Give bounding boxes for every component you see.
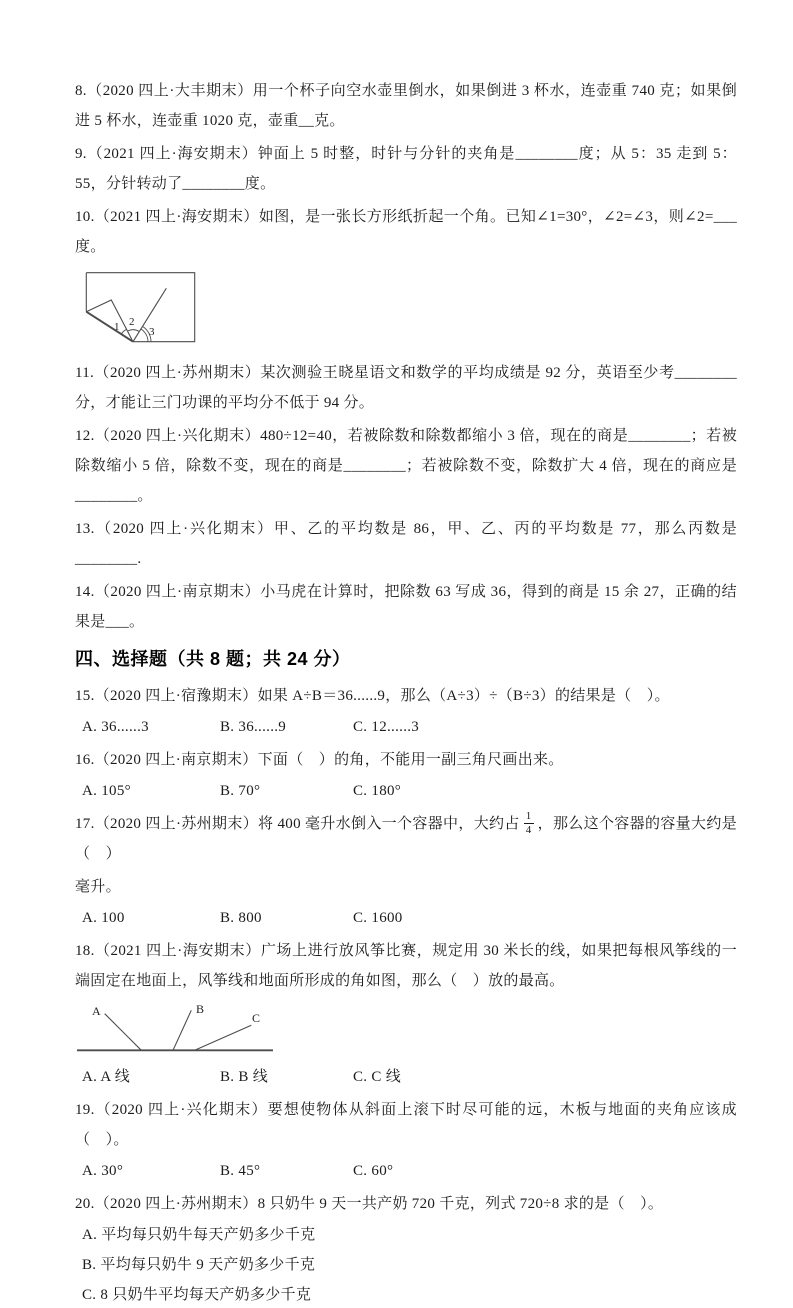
option-20-b: B. 平均每只奶牛 9 天产奶多少千克	[82, 1257, 316, 1273]
question-16-options	[75, 778, 737, 805]
option-16-a: A. 105°	[82, 783, 131, 799]
option-17-c: C. 1600	[353, 910, 403, 926]
angle-3-label: 3	[149, 326, 155, 338]
option-20-a: A. 平均每只奶牛每天产奶多少千克	[82, 1227, 316, 1243]
question-10: 10.（2021 四上·海安期末）如图，是一张长方形纸折起一个角。已知∠1=30°，∠2=∠3，则∠2=___度。	[75, 209, 737, 255]
question-11: 11.（2020 四上·苏州期末）某次测验王晓星语文和数学的平均成绩是 92 分，英语至少考________分，才能让三门功课的平均分不低于 94 分。	[75, 365, 737, 411]
option-16-c: C. 180°	[353, 783, 402, 799]
angle-1-label: 1	[114, 321, 120, 333]
question-19: 19.（2020 四上·兴化期末）要想使物体从斜面上滚下时尽可能的远，木板与地面的夹角应该成（ ）。	[75, 1102, 737, 1148]
question-17-stem-b: ，那么这个容器的容量大约是（ ）	[75, 816, 737, 862]
question-18: 18.（2021 四上·海安期末）广场上进行放风筝比赛，规定用 30 米长的线，如果把每根风筝线的一端固定在地面上，风筝线和地面所形成的角如图，那么（ ）放的最高。	[75, 943, 737, 989]
option-15-b: B. 36......9	[220, 719, 287, 735]
option-18-c: C. C 线	[353, 1069, 402, 1085]
option-17-a: A. 100	[82, 910, 125, 926]
question-17-options	[75, 905, 737, 932]
question-17	[75, 809, 737, 869]
option-17-b: B. 800	[220, 910, 262, 926]
angle-2-label: 2	[129, 316, 135, 328]
kite-lines-strokes	[77, 1010, 273, 1050]
question-19-options	[75, 1158, 737, 1185]
line-a-label: A	[92, 1004, 101, 1018]
section-header-choice: 四、选择题（共 8 题；共 24 分）	[75, 649, 351, 669]
option-19-b: B. 45°	[220, 1163, 261, 1179]
question-12: 12.（2020 四上·兴化期末）480÷12=40，若被除数和除数都缩小 3 倍，现在的商是________；若被除数缩小 5 倍，除数不变，现在的商是________；若被除数不变，除数扩大 4 倍，现在的商应是________。	[75, 428, 737, 504]
line-b-label: B	[196, 1002, 205, 1016]
rectangle-outline	[86, 273, 194, 342]
question-16: 16.（2020 四上·南京期末）下面（ ）的角，不能用一副三角尺画出来。	[75, 752, 564, 768]
question-14: 14.（2020 四上·南京期末）小马虎在计算时，把除数 63 写成 36，得到的商是 15 余 27，正确的结果是___。	[75, 584, 737, 630]
question-13: 13.（2020 四上·兴化期末）甲、乙的平均数是 86，甲、乙、丙的平均数是 77，那么丙数是________.	[75, 521, 737, 567]
question-20: 20.（2020 四上·苏州期末）8 只奶牛 9 天一共产奶 720 千克，列式 720÷8 求的是（ ）。	[75, 1196, 664, 1212]
option-18-b: B. B 线	[220, 1069, 269, 1085]
kite-lines-figure	[75, 1000, 737, 1062]
question-15: 15.（2020 四上·宿豫期末）如果 A÷B＝36......9，那么（A÷3）÷（B÷3）的结果是（ ）。	[75, 688, 670, 704]
fraction-denominator: 4	[525, 824, 532, 837]
question-18-options	[75, 1064, 737, 1091]
line-c-label: C	[252, 1011, 261, 1025]
option-20-c: C. 8 只奶牛平均每天产奶多少千克	[82, 1287, 312, 1303]
option-15-a: A. 36......3	[82, 719, 149, 735]
folded-rectangle-svg	[83, 270, 196, 344]
question-17-line2: 毫升。	[75, 879, 121, 895]
kite-lines-svg	[75, 1000, 275, 1062]
folded-rectangle-figure	[83, 270, 737, 344]
question-15-options	[75, 714, 737, 741]
option-19-a: A. 30°	[82, 1163, 124, 1179]
option-16-b: B. 70°	[220, 783, 261, 799]
option-15-c: C. 12......3	[353, 719, 420, 735]
option-19-c: C. 60°	[353, 1163, 394, 1179]
question-17-stem-a: 17.（2020 四上·苏州期末）将 400 毫升水倒入一个容器中，大约占	[75, 816, 520, 832]
question-8: 8.（2020 四上·大丰期末）用一个杯子向空水壶里倒水，如果倒进 3 杯水，连壶重 740 克；如果倒进 5 杯水，连壶重 1020 克，壶重__克。	[75, 83, 737, 129]
option-18-a: A. A 线	[82, 1069, 131, 1085]
fraction-numerator: 1	[525, 810, 532, 823]
fraction-one-quarter	[524, 810, 534, 836]
question-9: 9.（2021 四上·海安期末）钟面上 5 时整，时针与分针的夹角是________度；从 5：35 走到 5：55，分针转动了________度。	[75, 146, 737, 192]
